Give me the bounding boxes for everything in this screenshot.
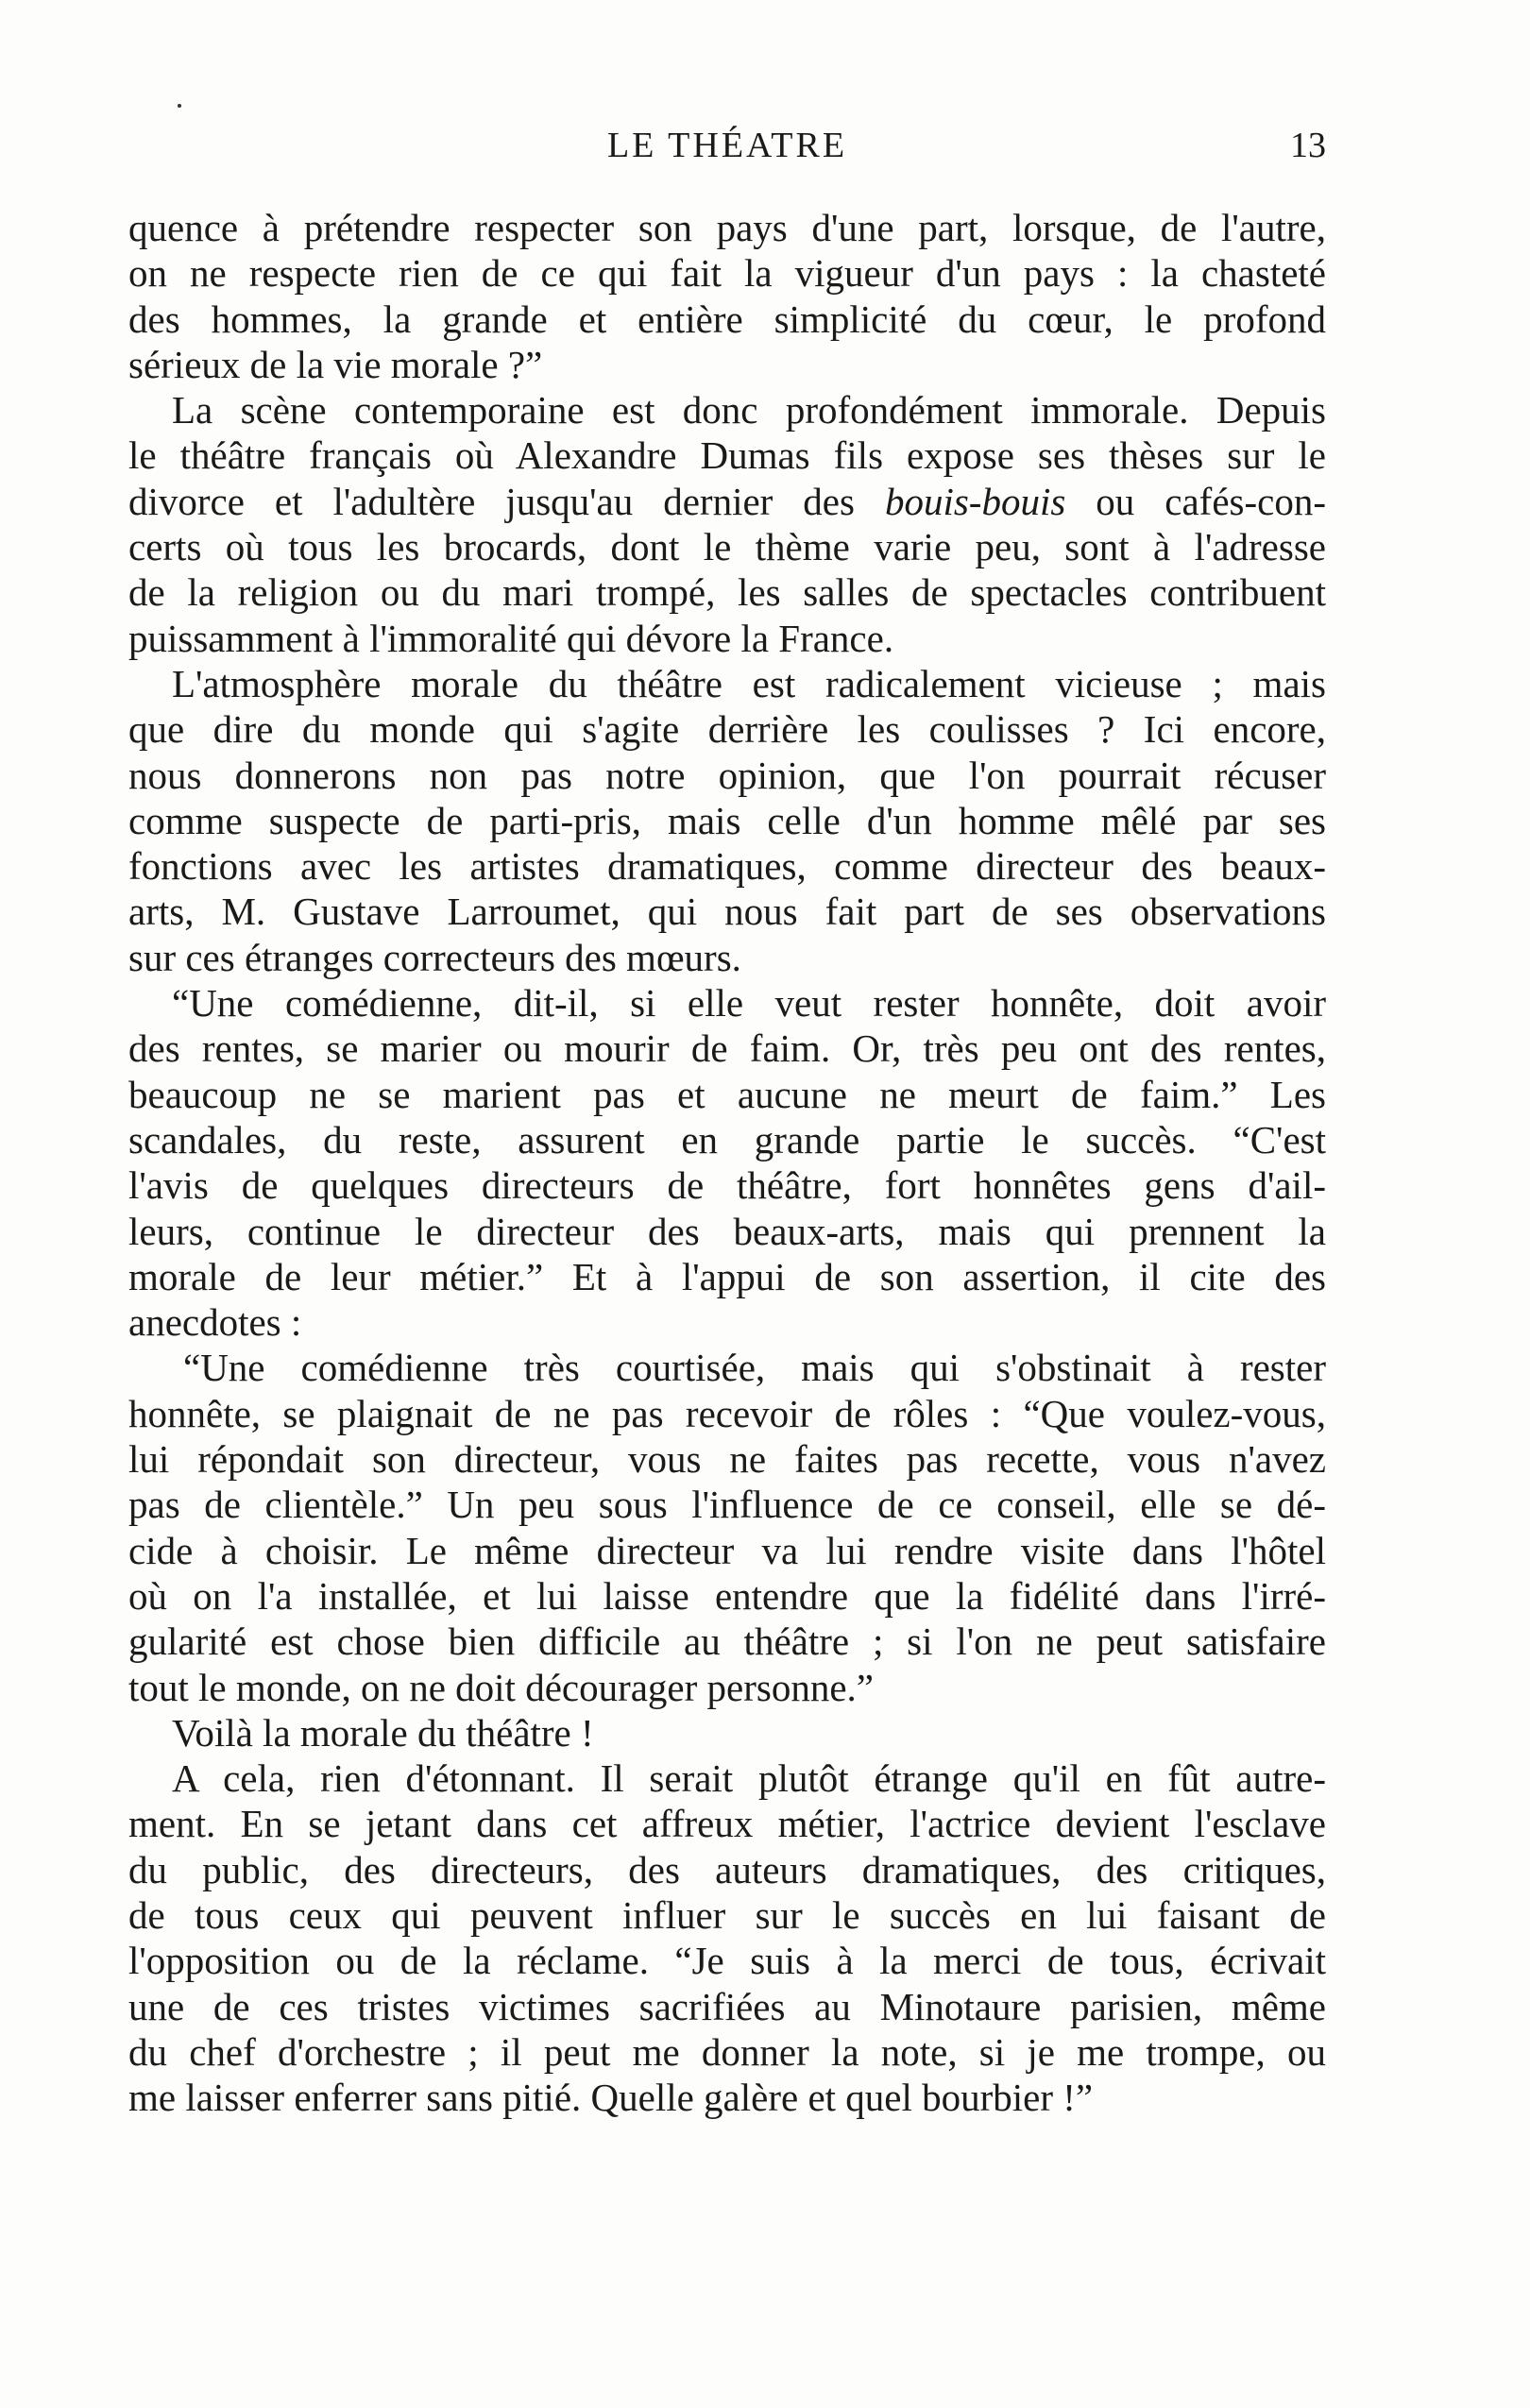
- text-line: que dire du monde qui s'agite derrière les coulisses ? Ici encore,: [128, 707, 1326, 752]
- page-number: 13: [1290, 126, 1326, 165]
- text-line: anecdotes :: [128, 1300, 302, 1345]
- text-line: pas de clientèle.” Un peu sous l'influence de ce conseil, elle se dé-: [128, 1483, 1326, 1527]
- text-line: de la religion ou du mari trompé, les salles de spectacles contribuent: [128, 570, 1326, 615]
- text-line: on ne respecte rien de ce qui fait la vigueur d'un pays : la chasteté: [128, 251, 1326, 296]
- running-title: LE THÉATRE: [606, 126, 848, 165]
- text-line: La scène contemporaine est donc profondément immorale. Depuis: [172, 388, 1326, 432]
- text-line: lui répondait son directeur, vous ne faites pas recette, vous n'avez: [128, 1437, 1326, 1482]
- text-segment: divorce et l'adultère jusqu'au dernier des: [128, 479, 885, 523]
- text-line: nous donnerons non pas notre opinion, que l'on pourrait récuser: [128, 753, 1326, 797]
- text-line: [128, 479, 1326, 524]
- ink-speck: [178, 104, 181, 108]
- text-line: beaucoup ne se marient pas et aucune ne meurt de faim.” Les: [128, 1072, 1326, 1116]
- text-line: A cela, rien d'étonnant. Il serait plutôt étrange qu'il en fût autre-: [172, 1756, 1326, 1801]
- text-line: de tous ceux qui peuvent influer sur le succès en lui faisant de: [128, 1892, 1326, 1937]
- body-text: [128, 205, 1326, 2120]
- text-line: honnête, se plaignait de ne pas recevoir de rôles : “Que voulez-vous,: [128, 1391, 1326, 1435]
- text-line: cide à choisir. Le même directeur va lui rendre visite dans l'hôtel: [128, 1528, 1326, 1572]
- text-line: sur ces étranges correcteurs des mœurs.: [128, 935, 741, 979]
- text-line: arts, M. Gustave Larroumet, qui nous fait part de ses observations: [128, 890, 1326, 934]
- text-line: sérieux de la vie morale ?”: [128, 342, 543, 386]
- text-line: comme suspecte de parti-pris, mais celle d'un homme mêlé par ses: [128, 798, 1326, 842]
- italic-term: bouis-bouis: [884, 479, 1066, 523]
- text-line: gularité est chose bien difficile au théâtre ; si l'on ne peut satisfaire: [128, 1619, 1326, 1664]
- text-line: puissamment à l'immoralité qui dévore la France.: [128, 616, 894, 660]
- text-line: tout le monde, on ne doit décourager personne.”: [128, 1665, 874, 1709]
- text-segment: ou cafés-con-: [1065, 479, 1326, 523]
- text-line: L'atmosphère morale du théâtre est radicalement vicieuse ; mais: [172, 661, 1326, 705]
- text-line: des hommes, la grande et entière simplicité du cœur, le profond: [128, 297, 1326, 341]
- text-line: morale de leur métier.” Et à l'appui de son assertion, il cite des: [128, 1254, 1326, 1298]
- text-line: l'opposition ou de la réclame. “Je suis à la merci de tous, écrivait: [128, 1939, 1326, 1983]
- text-line: où on l'a installée, et lui laisse entendre que la fidélité dans l'irré-: [128, 1573, 1326, 1618]
- text-line: me laisser enferrer sans pitié. Quelle galère et quel bourbier !”: [128, 2076, 1094, 2120]
- text-line: fonctions avec les artistes dramatiques, comme directeur des beaux-: [128, 844, 1326, 889]
- text-line: du chef d'orchestre ; il peut me donner la note, si je me trompe, ou: [128, 2029, 1326, 2074]
- text-line: “Une comédienne, dit-il, si elle veut rester honnête, doit avoir: [172, 981, 1326, 1026]
- text-line: Voilà la morale du théâtre !: [172, 1710, 594, 1755]
- text-line: le théâtre français où Alexandre Dumas fils expose ses thèses sur le: [128, 433, 1326, 478]
- text-line: du public, des directeurs, des auteurs dramatiques, des critiques,: [128, 1847, 1326, 1891]
- text-line: scandales, du reste, assurent en grande partie le succès. “C'est: [128, 1117, 1326, 1162]
- page-header: [128, 125, 1326, 181]
- text-line: une de ces tristes victimes sacrifiées au Minotaure parisien, même: [128, 1984, 1326, 2028]
- text-line: certs où tous les brocards, dont le thème varie peu, sont à l'adresse: [128, 525, 1326, 569]
- text-line: “Une comédienne très courtisée, mais qui s'obstinait à rester: [183, 1346, 1326, 1390]
- text-line: ment. En se jetant dans cet affreux métier, l'actrice devient l'esclave: [128, 1802, 1326, 1846]
- text-line: quence à prétendre respecter son pays d'une part, lorsque, de l'autre,: [128, 206, 1326, 249]
- text-line: l'avis de quelques directeurs de théâtre, fort honnêtes gens d'ail-: [128, 1163, 1326, 1208]
- text-line: leurs, continue le directeur des beaux-arts, mais qui prennent la: [128, 1209, 1326, 1253]
- text-line: des rentes, se marier ou mourir de faim. Or, très peu ont des rentes,: [128, 1026, 1326, 1071]
